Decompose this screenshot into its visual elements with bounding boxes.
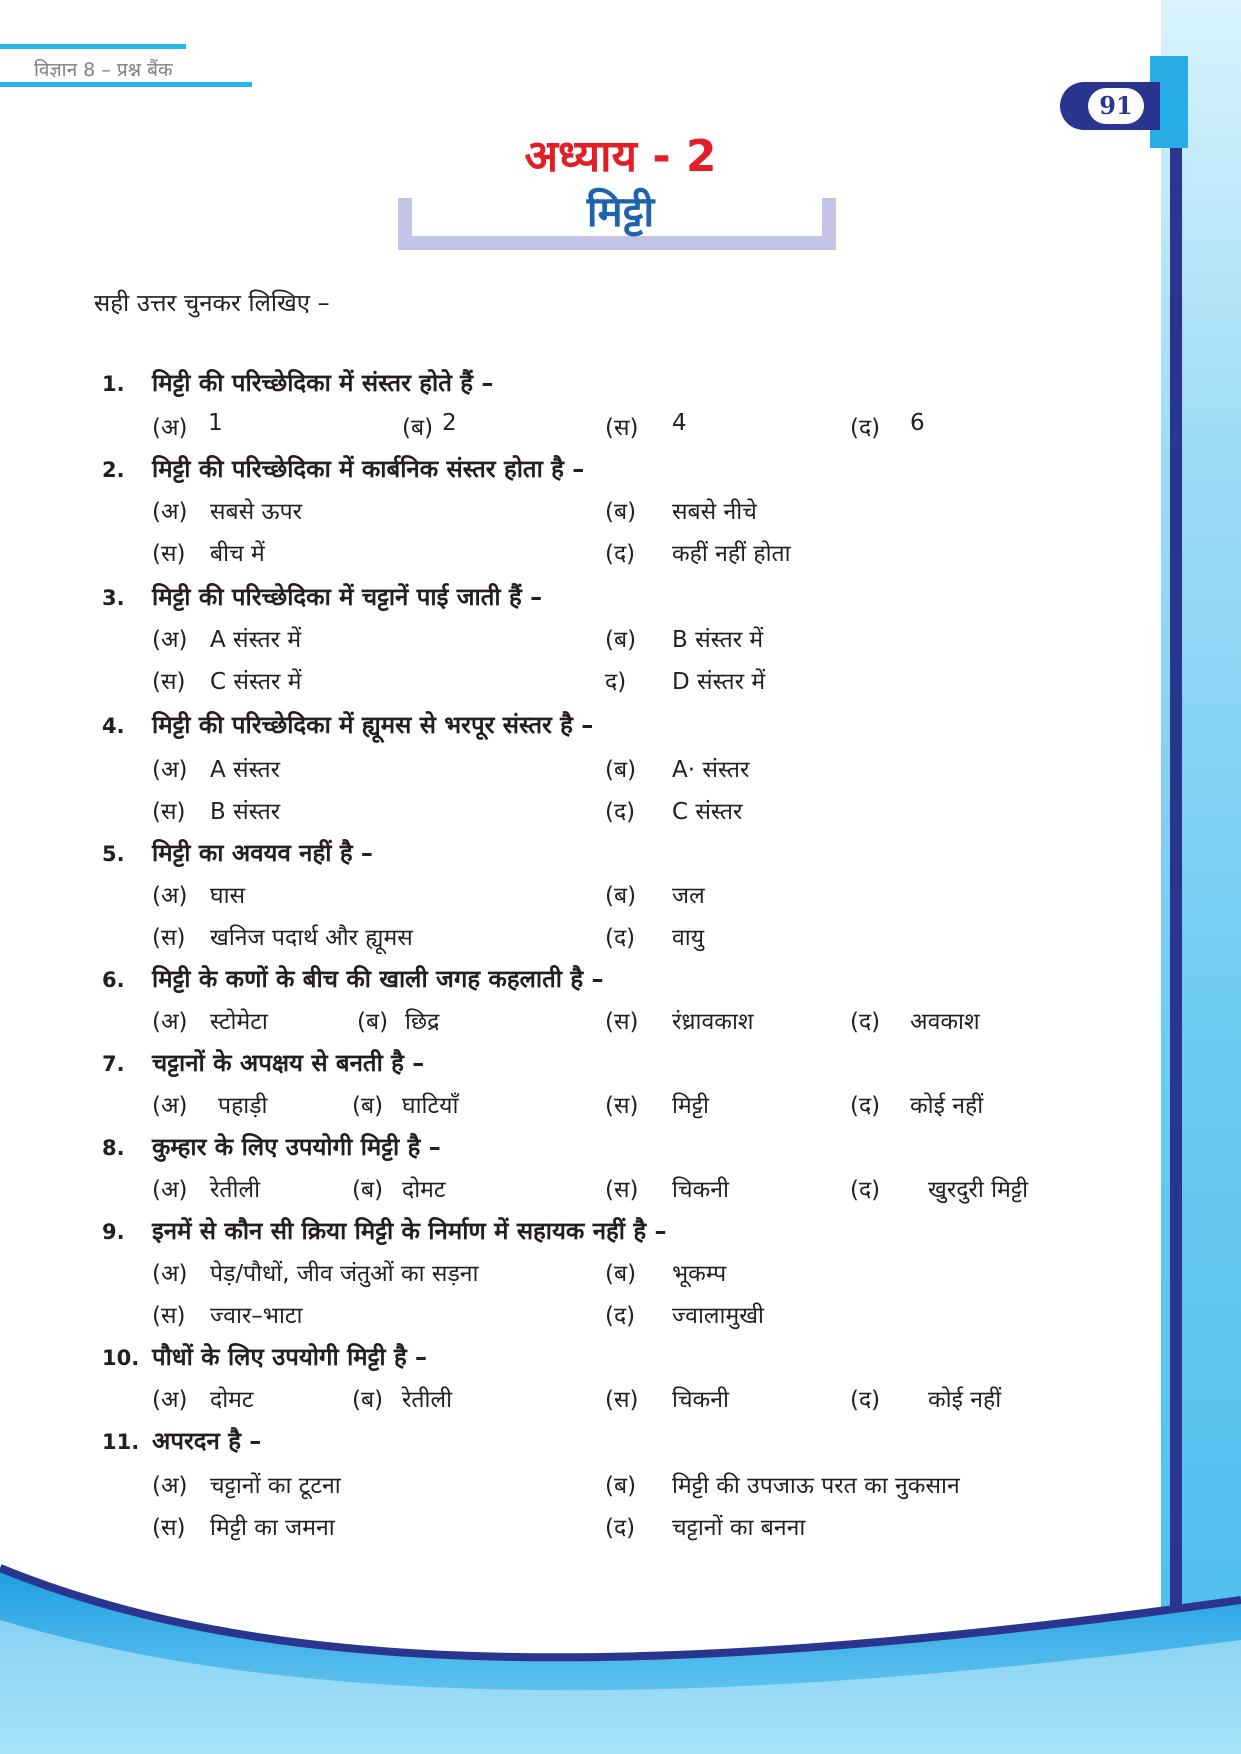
option-key: (अ) (152, 1473, 188, 1499)
option-key: (द) (850, 1177, 881, 1203)
option-text: मिट्टी (672, 1093, 709, 1119)
question-number: 7. (102, 1052, 125, 1076)
header-line (0, 44, 186, 49)
question-number: 10. (102, 1346, 140, 1370)
option-key: (स) (152, 799, 186, 825)
option-key: (द) (605, 1303, 636, 1329)
option-text: B संस्तर (210, 799, 281, 825)
option-key: (ब) (352, 1387, 384, 1413)
option-text: घाटियाँ (402, 1093, 459, 1119)
option-text: पहाड़ी (218, 1093, 268, 1119)
question-9 (102, 1214, 666, 1247)
question-7 (102, 1046, 424, 1079)
question-number: 8. (102, 1136, 125, 1160)
question-number: 9. (102, 1220, 125, 1244)
option-key: (अ) (152, 415, 188, 441)
option-key: (ब) (352, 1177, 384, 1203)
option-key: (अ) (152, 1177, 188, 1203)
option-key: (स) (152, 1515, 186, 1541)
option-key: (ब) (357, 1009, 389, 1035)
option-text: भूकम्प (672, 1261, 727, 1287)
option-text: दोमट (402, 1177, 446, 1203)
option-key: द) (605, 669, 627, 695)
option-text: वायु (672, 925, 705, 951)
option-text: दोमट (210, 1387, 254, 1413)
bottom-wave (0, 1560, 1241, 1754)
question-text: मिट्टी के कणों के बीच की खाली जगह कहलाती है – (152, 965, 604, 993)
question-text: मिट्टी की परिच्छेदिका में चट्टानें पाई जाती हैं – (152, 583, 543, 611)
option-text: रंध्रावकाश (672, 1009, 754, 1035)
question-number: 3. (102, 586, 125, 610)
option-text: चट्टानों का बनना (672, 1515, 806, 1541)
option-key: (स) (605, 1009, 639, 1035)
chapter-title: मिट्टी (586, 187, 655, 236)
question-3 (102, 580, 542, 613)
option-key: (ब) (605, 1261, 637, 1287)
option-key: (द) (850, 1009, 881, 1035)
option-key: (अ) (152, 1009, 188, 1035)
option-text: कोई नहीं (910, 1093, 984, 1119)
question-11 (102, 1424, 261, 1457)
option-key: (अ) (152, 1093, 188, 1119)
question-text: चट्टानों के अपक्षय से बनती है – (152, 1049, 425, 1077)
option-text: 4 (672, 410, 687, 436)
option-key: (अ) (152, 627, 188, 653)
question-text: मिट्टी की परिच्छेदिका में संस्तर होते हैं – (152, 369, 494, 397)
option-key: (द) (850, 1093, 881, 1119)
option-text: जल (672, 883, 705, 909)
option-text: मिट्टी का जमना (210, 1515, 335, 1541)
option-key: (स) (152, 541, 186, 567)
option-text: मिट्टी की उपजाऊ परत का नुकसान (672, 1473, 960, 1499)
option-text: पेड़/पौधों, जीव जंतुओं का सड़ना (210, 1261, 479, 1287)
question-5 (102, 836, 373, 869)
option-text: स्टोमेटा (210, 1009, 268, 1035)
option-key: (ब) (605, 627, 637, 653)
option-text: चिकनी (672, 1177, 729, 1203)
option-text: ज्वार–भाटा (210, 1303, 303, 1329)
option-key: (स) (152, 1303, 186, 1329)
question-text: पौधों के लिए उपयोगी मिट्टी है – (152, 1343, 428, 1371)
option-text: खनिज पदार्थ और ह्यूमस (210, 925, 413, 951)
option-key: (अ) (152, 1261, 188, 1287)
question-text: इनमें से कौन सी क्रिया मिट्टी के निर्माण में सहायक नहीं है – (152, 1217, 667, 1245)
option-text: रेतीली (210, 1177, 261, 1203)
option-text: 1 (208, 410, 223, 436)
option-key: (स) (605, 1387, 639, 1413)
side-border-line (1170, 60, 1182, 1620)
option-key: (ब) (352, 1093, 384, 1119)
option-text: B संस्तर में (672, 627, 764, 653)
option-text: चट्टानों का टूटना (210, 1473, 341, 1499)
option-text: सबसे ऊपर (210, 499, 303, 525)
option-text: अवकाश (910, 1009, 980, 1035)
question-number: 5. (102, 842, 125, 866)
question-1 (102, 366, 493, 399)
option-key: (स) (152, 925, 186, 951)
option-text: C संस्तर में (210, 669, 302, 695)
question-number: 11. (102, 1430, 140, 1454)
option-key: (अ) (152, 757, 188, 783)
option-text: खुरदुरी मिट्टी (928, 1177, 1029, 1203)
question-4 (102, 708, 593, 741)
question-number: 6. (102, 968, 125, 992)
option-key: (स) (605, 1177, 639, 1203)
option-key: (ब) (605, 883, 637, 909)
option-text: रेतीली (402, 1387, 453, 1413)
question-6 (102, 962, 603, 995)
option-text: A· संस्तर (672, 757, 750, 783)
option-text: ज्वालामुखी (672, 1303, 764, 1329)
book-title: विज्ञान 8 – प्रश्न बैंक (34, 59, 173, 81)
header-line (0, 82, 252, 87)
option-key: (अ) (152, 1387, 188, 1413)
option-text: A संस्तर (210, 757, 281, 783)
question-number: 1. (102, 372, 125, 396)
question-text: कुम्हार के लिए उपयोगी मिट्टी है – (152, 1133, 441, 1161)
question-10 (102, 1340, 427, 1373)
option-key: (द) (605, 541, 636, 567)
option-text: घास (210, 883, 246, 909)
question-text: मिट्टी की परिच्छेदिका में कार्बनिक संस्तर होता है – (152, 455, 585, 483)
question-text: मिट्टी का अवयव नहीं है – (152, 839, 373, 867)
option-key: (ब) (605, 1473, 637, 1499)
question-text: मिट्टी की परिच्छेदिका में ह्यूमस से भरपूर संस्तर है – (152, 711, 594, 739)
option-text: सबसे नीचे (672, 499, 757, 525)
question-2 (102, 452, 584, 485)
option-key: (द) (605, 799, 636, 825)
question-number: 4. (102, 714, 125, 738)
question-text: अपरदन है – (152, 1427, 262, 1455)
option-text: D संस्तर में (672, 669, 766, 695)
option-key: (अ) (152, 499, 188, 525)
option-key: (ब) (402, 415, 434, 441)
option-text: चिकनी (672, 1387, 729, 1413)
option-text: बीच में (210, 541, 265, 567)
option-key: (स) (152, 669, 186, 695)
option-key: (ब) (605, 499, 637, 525)
option-text: 2 (442, 410, 457, 436)
chapter-label: अध्याय - 2 (524, 131, 717, 182)
question-number: 2. (102, 458, 125, 482)
option-key: (स) (605, 1093, 639, 1119)
option-text: कहीं नहीं होता (672, 541, 791, 567)
option-text: C संस्तर (672, 799, 743, 825)
option-key: (स) (605, 415, 639, 441)
question-8 (102, 1130, 441, 1163)
option-text: छिद्र (405, 1009, 440, 1035)
option-key: (द) (605, 1515, 636, 1541)
option-key: (द) (605, 925, 636, 951)
option-key: (ब) (605, 757, 637, 783)
option-key: (द) (850, 1387, 881, 1413)
page-number: 91 (1088, 88, 1144, 124)
option-text: 6 (910, 410, 925, 436)
option-key: (अ) (152, 883, 188, 909)
option-text: कोई नहीं (928, 1387, 1002, 1413)
instruction: सही उत्तर चुनकर लिखिए – (94, 289, 330, 317)
option-key: (द) (850, 415, 881, 441)
option-text: A संस्तर में (210, 627, 302, 653)
